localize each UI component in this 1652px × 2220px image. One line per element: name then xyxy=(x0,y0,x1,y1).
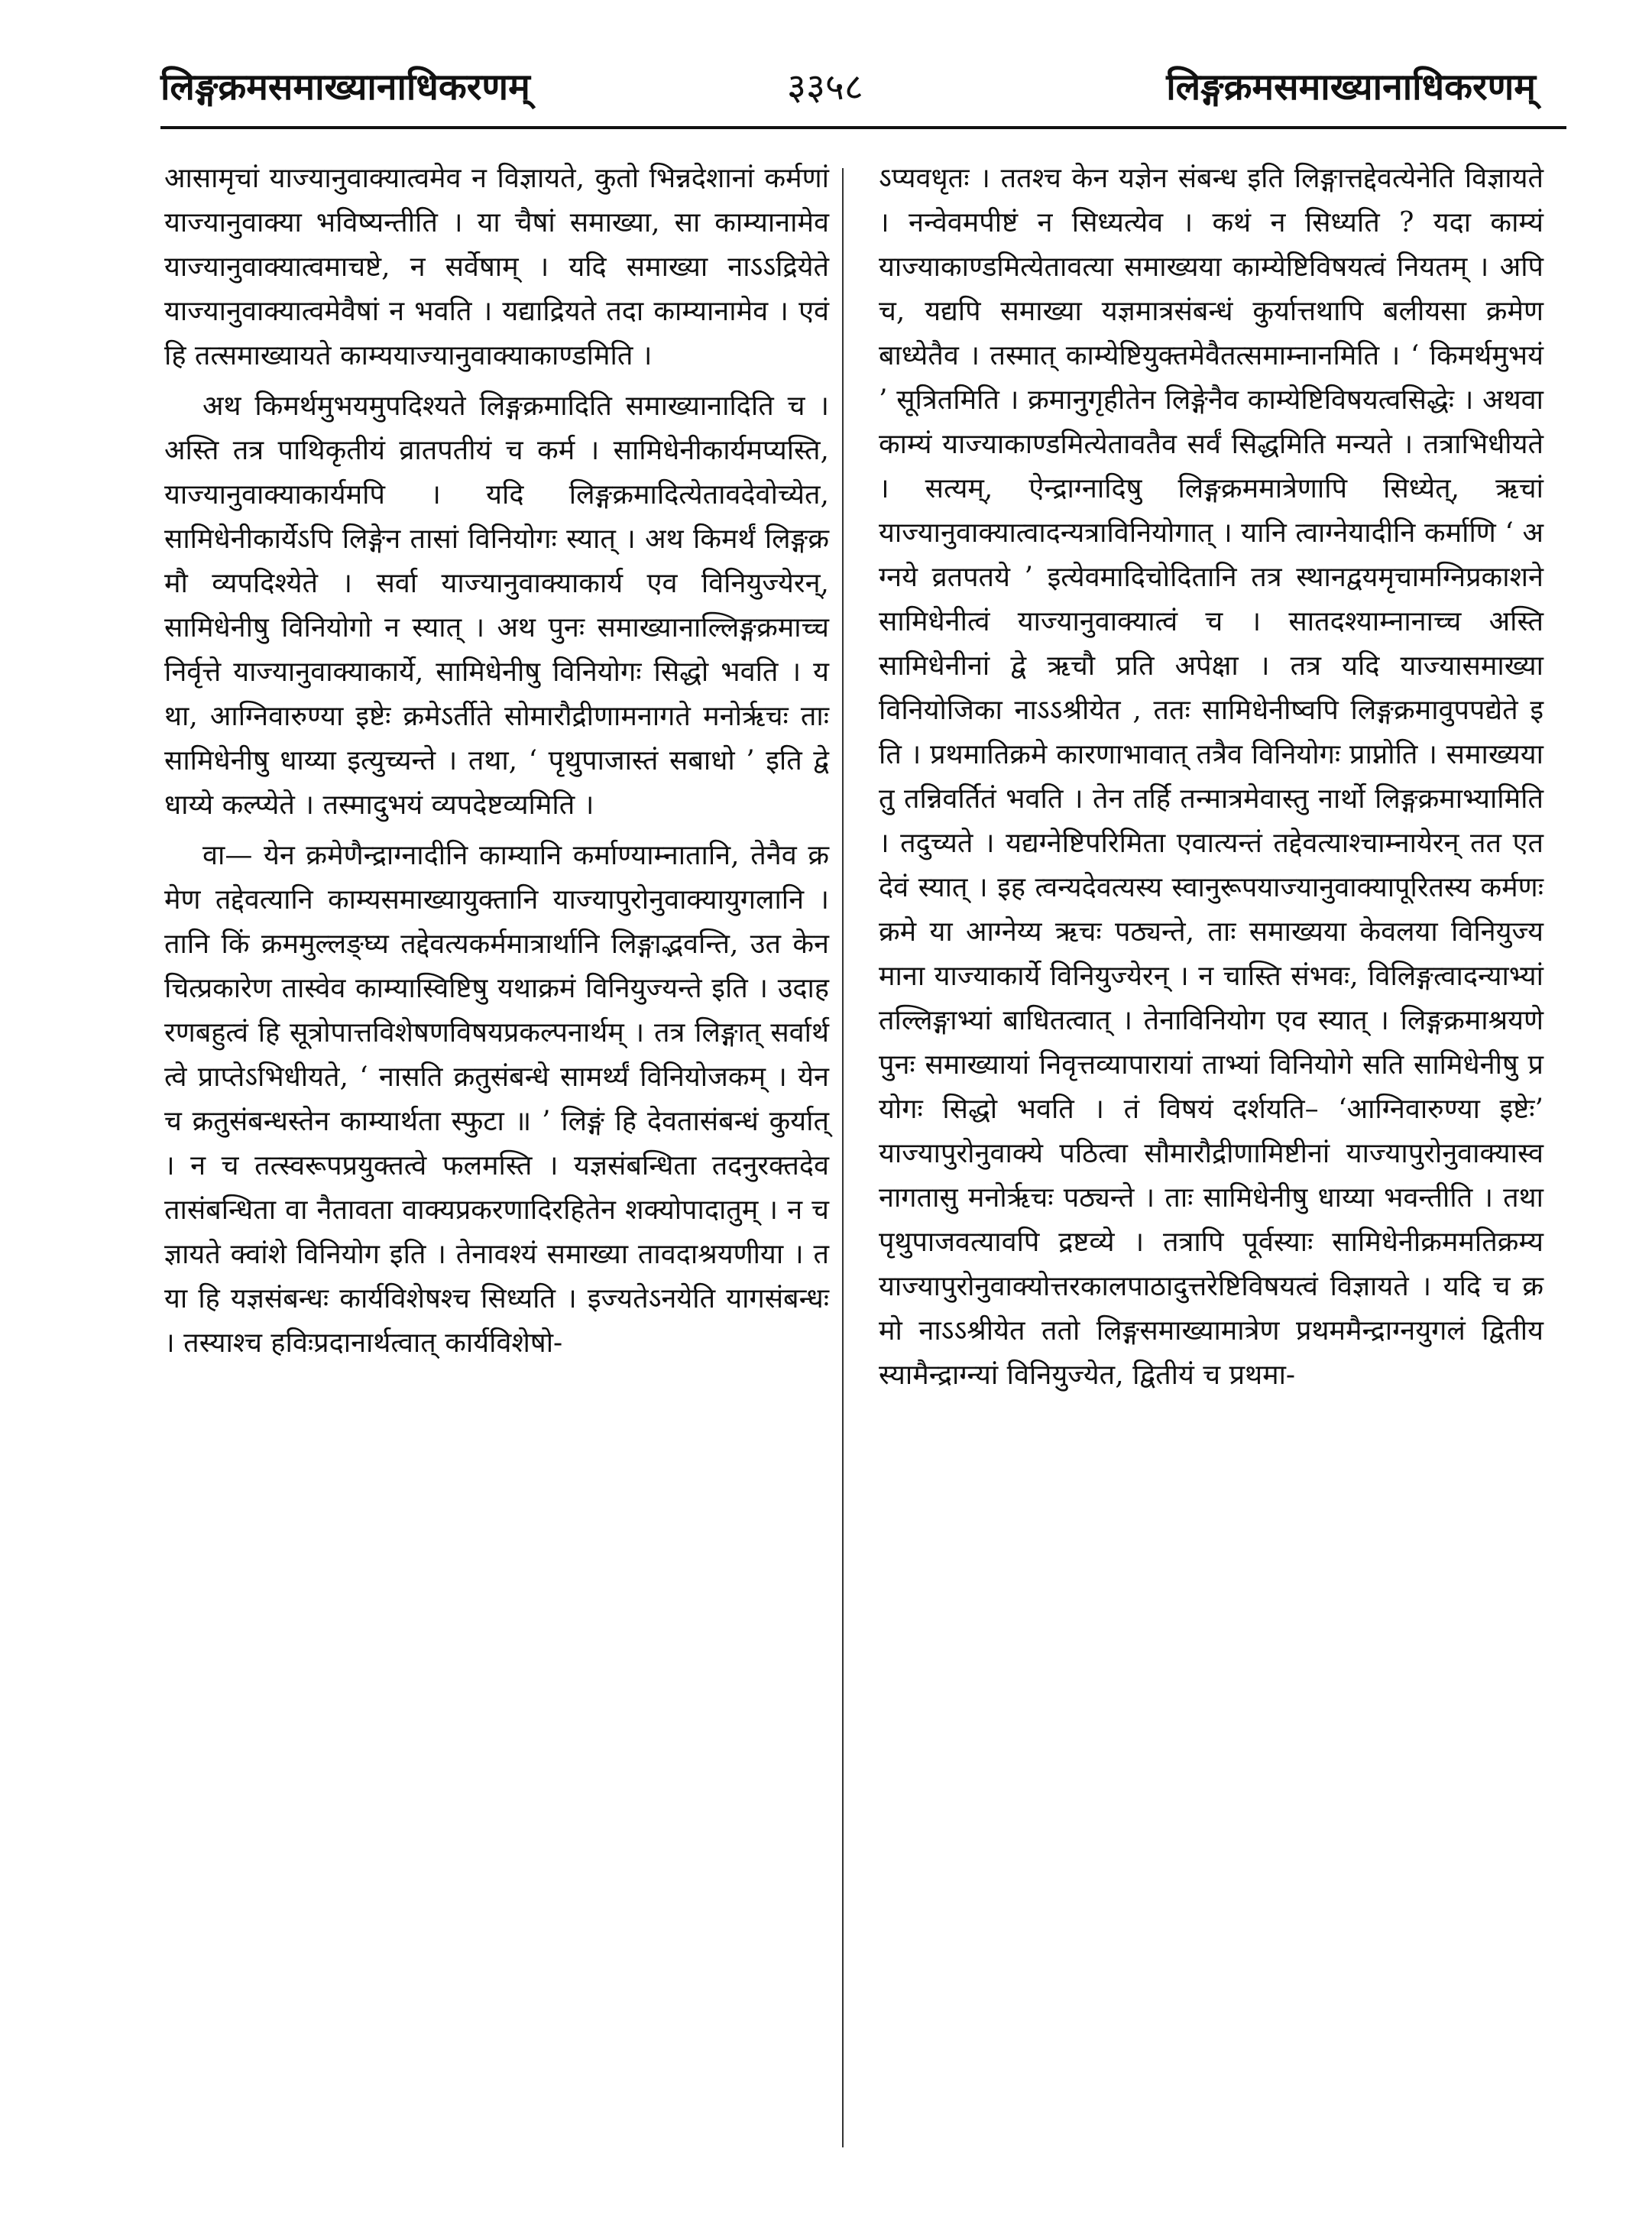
column-divider xyxy=(842,168,844,2147)
left-paragraph-3: वा— येन क्रमेणैन्द्राग्नादीनि काम्यानि कर्माण्याम्नातानि, तेनैव क्रमेण तद्देवत्यानि काम्यसमाख्यायुक्तानि याज्यापुरोनुवाक्यायुगलानि । तानि किं क्रममुल्लङ्घ्य तद्देवत्यकर्ममात्रार्थानि लिङ्गाद्भवन्ति, उत केनचित्प्रकारेण तास्वेव काम्यास्विष्टिषु यथाक्रमं विनियुज्यन्ते इति । उदाहरणबहुत्वं हि सूत्रोपात्तविशेषणविषयप्रकल्पनार्थम् । तत्र लिङ्गात् सर्वार्थत्वे प्राप्तेऽभिधीयते, ‘ नासति क्रतुसंबन्धे सामर्थ्यं विनियोजकम् । येन च क्रतुसंबन्धस्तेन काम्यार्थता स्फुटा ॥ ’ लिङ्गं हि देवतासंबन्धं कुर्यात् । न च तत्स्वरूपप्रयुक्तत्वे फलमस्ति । यज्ञसंबन्धिता तदनुरक्तदेवतासंबन्धिता वा नैतावता वाक्यप्रकरणादिरहितेन शक्योपादातुम् । न च ज्ञायते क्वांशे विनियोग इति । तेनावश्यं समाख्या तावदाश्रयणीया । तया हि यज्ञसंबन्धः कार्यविशेषश्च सिध्यति । इज्यतेऽनयेति यागसंबन्धः । तस्याश्च हविःप्रदानार्थत्वात् कार्यविशेषो- xyxy=(164,840,829,1359)
left-column xyxy=(164,157,829,1372)
page-header xyxy=(160,61,1536,130)
right-column xyxy=(879,157,1543,1404)
page-number: ३३५८ xyxy=(787,66,863,109)
right-paragraph-1: ऽप्यवधृतः । ततश्च केन यज्ञेन संबन्ध इति लिङ्गात्तद्देवत्येनेति विज्ञायते । नन्वेवमपीष्टं न सिध्यत्येव । कथं न सिध्यति ? यदा काम्यं याज्याकाण्डमित्येतावत्या समाख्यया काम्येष्टिविषयत्वं नियतम् । अपि च, यद्यपि समाख्या यज्ञमात्रसंबन्धं कुर्यात्तथापि बलीयसा क्रमेण बाध्येतैव । तस्मात् काम्येष्टियुक्तमेवैतत्समाम्नानमिति । ‘ किमर्थमुभयं ’ सूत्रितमिति । क्रमानुगृहीतेन लिङ्गेनैव काम्येष्टिविषयत्वसिद्धेः । अथवा काम्यं याज्याकाण्डमित्येतावतैव सर्वं सिद्धमिति मन्यते । तत्राभिधीयते । सत्यम्, ऐन्द्राग्नादिषु लिङ्गक्रममात्रेणापि सिध्येत्, ऋचां याज्यानुवाक्यात्वादन्यत्राविनियोगात् । यानि त्वाग्नेयादीनि कर्माणि ‘ अग्नये व्रतपतये ’ इत्येवमादिचोदितानि तत्र स्थानद्वयमृचामग्निप्रकाशने सामिधेनीत्वं याज्यानुवाक्यात्वं च । सातदश्याम्नानाच्च अस्ति सामिधेनीनां द्वे ऋचौ प्रति अपेक्षा । तत्र यदि याज्यासमाख्या विनियोजिका नाऽऽश्रीयेत , ततः सामिधेनीष्वपि लिङ्गक्रमावुपपद्येते इति । प्रथमातिक्रमे कारणाभावात् तत्रैव विनियोगः प्राप्नोति । समाख्यया तु तन्निवर्तितं भवति । तेन तर्हि तन्मात्रमेवास्तु नार्थो लिङ्गक्रमाभ्यामिति । तदुच्यते । यद्यग्नेष्टिपरिमिता एवात्यन्तं तद्देवत्याश्चाम्नायेरन् तत एतदेवं स्यात् । इह त्वन्यदेवत्यस्य स्वानुरूपयाज्यानुवाक्यापूरितस्य कर्मणः क्रमे या आग्नेय्य ऋचः पठ्यन्ते, ताः समाख्यया केवलया विनियुज्यमाना याज्याकार्ये विनियुज्येरन् । न चास्ति संभवः, विलिङ्गत्वादन्याभ्यां तल्लिङ्गाभ्यां बाधितत्वात् । तेनाविनियोग एव स्यात् । लिङ्गक्रमाश्रयणे पुनः समाख्यायां निवृत्तव्यापारायां ताभ्यां विनियोगे सति सामिधेनीषु प्रयोगः सिद्धो भवति । तं विषयं दर्शयति– ‘आग्निवारुण्या इष्टेः’ याज्यापुरोनुवाक्ये पठित्वा सौमारौद्रीणामिष्टीनां याज्यापुरोनुवाक्यास्वनागतासु मनोर्ऋचः पठ्यन्ते । ताः सामिधेनीषु धाय्या भवन्तीति । तथा पृथुपाजवत्यावपि द्रष्टव्ये । तत्रापि पूर्वस्याः सामिधेनीक्रममतिक्रम्य याज्यापुरोनुवाक्योत्तरकालपाठादुत्तरेष्टिविषयत्वं विज्ञायते । यदि च क्रमो नाऽऽश्रीयेत ततो लिङ्गसमाख्यामात्रेण प्रथममैन्द्राग्नयुगलं द्वितीयस्यामैन्द्राग्न्यां विनियुज्येत, द्वितीयं च प्रथमा- xyxy=(879,163,1543,1391)
left-paragraph-2: अथ किमर्थमुभयमुपदिश्यते लिङ्गक्रमादिति समाख्यानादिति च । अस्ति तत्र पाथिकृतीयं व्रातपतीयं च कर्म । सामिधेनीकार्यमप्यस्ति, याज्यानुवाक्याकार्यमपि । यदि लिङ्गक्रमादित्येतावदेवोच्येत, सामिधेनीकार्येऽपि लिङ्गेन तासां विनियोगः स्यात् । अथ किमर्थं लिङ्गक्रमौ व्यपदिश्येते । सर्वा याज्यानुवाक्याकार्य एव विनियुज्येरन्, सामिधेनीषु विनियोगो न स्यात् । अथ पुनः समाख्यानाल्लिङ्गक्रमाच्च निर्वृत्ते याज्यानुवाक्याकार्ये, सामिधेनीषु विनियोगः सिद्धो भवति । यथा, आग्निवारुण्या इष्टेः क्रमेऽर्तीते सोमारौद्रीणामनागते मनोर्ऋचः ताः सामिधेनीषु धाय्या इत्युच्यन्ते । तथा, ‘ पृथुपाजास्तं सबाधो ’ इति द्वे धाय्ये कल्प्येते । तस्मादुभयं व्यपदेष्टव्यमिति । xyxy=(164,391,829,821)
left-paragraph-1: आसामृचां याज्यानुवाक्यात्वमेव न विज्ञायते, कुतो भिन्नदेशानां कर्मणां याज्यानुवाक्या भविष्यन्तीति । या चैषां समाख्या, सा काम्यानामेव याज्यानुवाक्यात्वमाचष्टे, न सर्वेषाम् । यदि समाख्या नाऽऽद्रियेते याज्यानुवाक्यात्वमेवैषां न भवति । यद्याद्रियते तदा काम्यानामेव । एवं हि तत्समाख्यायते काम्ययाज्यानुवाक्याकाण्डमिति । xyxy=(164,163,829,371)
running-title-right: लिङ्गक्रमसमाख्यानाधिकरणम् xyxy=(1166,66,1536,109)
running-title-left: लिङ्गक्रमसमाख्यानाधिकरणम् xyxy=(160,66,530,109)
header-rule xyxy=(160,126,1566,129)
